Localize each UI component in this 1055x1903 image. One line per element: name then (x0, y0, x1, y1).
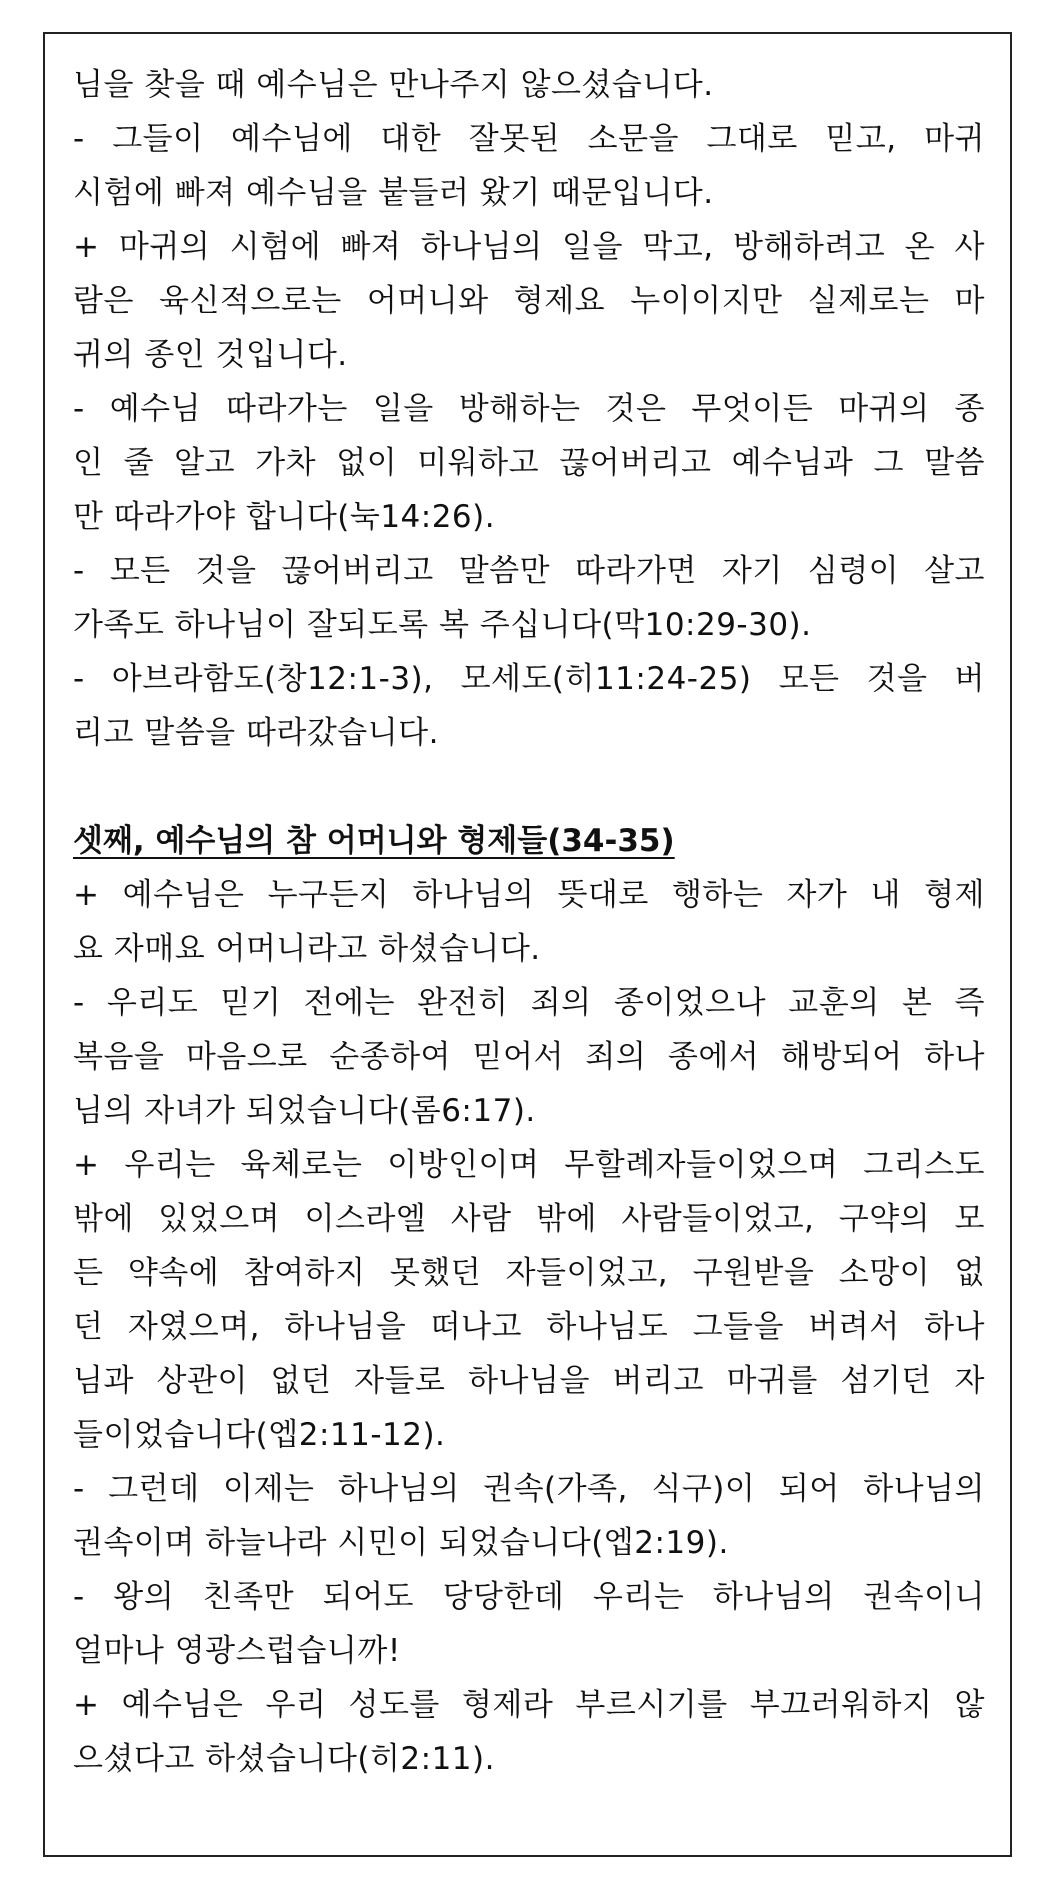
text-line: 귀의 종인 것입니다. (73, 337, 348, 373)
text-line: 으셨다고 하셨습니다(히2:11). (73, 1741, 495, 1777)
text-line: 복음을 마음으로 순종하여 믿어서 죄의 종에서 해방되어 하나 (73, 1039, 985, 1075)
text-line: - 모든 것을 끊어버리고 말씀만 따라가면 자기 심령이 살고 (73, 553, 985, 589)
text-line: 들이었습니다(엡2:11-12). (73, 1417, 446, 1453)
text-line: 시험에 빠져 예수님을 붙들러 왔기 때문입니다. (73, 175, 714, 211)
text-line: 님을 찾을 때 예수님은 만나주지 않으셨습니다. (73, 67, 714, 103)
text-line: - 아브라함도(창12:1-3), 모세도(히11:24-25) 모든 것을 버 (73, 661, 985, 697)
text-line: 리고 말씀을 따라갔습니다. (73, 715, 439, 751)
text-line: 요 자매요 어머니라고 하셨습니다. (73, 931, 541, 967)
document-body (73, 58, 985, 1786)
document-frame (43, 32, 1012, 1857)
text-line: 던 자였으며, 하나님을 떠나고 하나님도 그들을 버려서 하나 (73, 1309, 985, 1345)
text-line: + 예수님은 누구든지 하나님의 뜻대로 행하는 자가 내 형제 (73, 877, 985, 913)
text-line: 든 약속에 참여하지 못했던 자들이었고, 구원받을 소망이 없 (73, 1255, 985, 1291)
text-line: 권속이며 하늘나라 시민이 되었습니다(엡2:19). (73, 1525, 729, 1561)
text-line: 얼마나 영광스럽습니까! (73, 1633, 401, 1669)
text-line: - 예수님 따라가는 일을 방해하는 것은 무엇이든 마귀의 종 (73, 391, 985, 427)
text-line: 인 줄 알고 가차 없이 미워하고 끊어버리고 예수님과 그 말씀 (73, 445, 985, 481)
text-line: 님과 상관이 없던 자들로 하나님을 버리고 마귀를 섬기던 자 (73, 1363, 985, 1399)
text-line: + 예수님은 우리 성도를 형제라 부르시기를 부끄러워하지 않 (73, 1687, 985, 1723)
text-line: - 왕의 친족만 되어도 당당한데 우리는 하나님의 권속이니 (73, 1579, 985, 1615)
text-line: - 그런데 이제는 하나님의 권속(가족, 식구)이 되어 하나님의 (73, 1471, 985, 1507)
text-line: 가족도 하나님이 잘되도록 복 주십니다(막10:29-30). (73, 607, 812, 643)
text-line: - 그들이 예수님에 대한 잘못된 소문을 그대로 믿고, 마귀 (73, 121, 985, 157)
text-line: 만 따라가야 합니다(눅14:26). (73, 499, 496, 535)
text-line: 밖에 있었으며 이스라엘 사람 밖에 사람들이었고, 구약의 모 (73, 1201, 985, 1237)
text-line: 님의 자녀가 되었습니다(롬6:17). (73, 1093, 536, 1129)
paragraph-gap (73, 760, 985, 814)
text-line: - 우리도 믿기 전에는 완전히 죄의 종이었으나 교훈의 본 즉 (73, 985, 985, 1021)
text-line: + 우리는 육체로는 이방인이며 무할례자들이었으며 그리스도 (73, 1147, 985, 1183)
section-heading: 셋째, 예수님의 참 어머니와 형제들(34-35) (73, 823, 675, 859)
text-line: 람은 육신적으로는 어머니와 형제요 누이이지만 실제로는 마 (73, 283, 985, 319)
text-line: + 마귀의 시험에 빠져 하나님의 일을 막고, 방해하려고 온 사 (73, 229, 985, 265)
